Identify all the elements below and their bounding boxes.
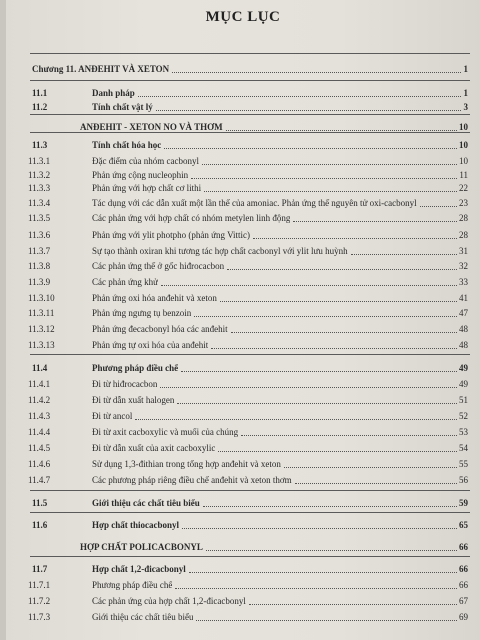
toc-entry-title: Phản ứng ngưng tụ benzoin xyxy=(92,308,192,318)
toc-entry-title: Hợp chất 1,2-đicacbonyl xyxy=(92,564,186,574)
toc-entry-number: 11.3.10 xyxy=(28,293,55,303)
toc-entry-page-number: 51 xyxy=(459,395,468,405)
dot-leader xyxy=(182,528,457,529)
toc-entry xyxy=(6,259,480,274)
dot-leader xyxy=(156,110,461,111)
dot-leader xyxy=(161,285,457,286)
toc-entry xyxy=(6,377,480,392)
toc-entry-number: 11.7 xyxy=(32,564,48,574)
dot-leader xyxy=(284,467,457,468)
dot-leader xyxy=(160,387,457,388)
toc-entry-title: Giới thiệu các chất tiêu biểu xyxy=(92,498,200,508)
dot-leader xyxy=(138,96,461,97)
toc-entry-title: Danh pháp xyxy=(92,88,135,98)
toc-entry-number: 11.3 xyxy=(32,140,48,150)
toc-entry xyxy=(6,100,480,115)
toc-entry-page-number: 67 xyxy=(459,596,468,606)
toc-entry-number: 11.3.8 xyxy=(28,261,51,271)
toc-entry-page-number: 32 xyxy=(459,261,468,271)
document-page xyxy=(6,0,480,640)
toc-entry xyxy=(6,518,480,533)
toc-entry xyxy=(6,457,480,472)
dot-leader xyxy=(189,572,457,573)
toc-entry-number: 11.2 xyxy=(32,102,48,112)
toc-entry-title: Đi từ ancol xyxy=(92,411,133,421)
dot-leader xyxy=(220,301,457,302)
dot-leader xyxy=(226,130,457,131)
toc-entry-number: 11.3.7 xyxy=(28,246,51,256)
toc-entry-title: Tác dụng với các dẫn xuất một lần thế của amoniac. Phản ứng thế nguyên tử oxi-cacbonyl xyxy=(92,198,417,208)
toc-entry-title: Chương 11. ANĐEHIT VÀ XETON xyxy=(32,64,170,74)
toc-entry-number: 11.3.12 xyxy=(28,324,55,334)
toc-entry-number: 11.4.1 xyxy=(28,379,51,389)
toc-entry xyxy=(6,578,480,593)
toc-entry xyxy=(6,181,480,196)
toc-entry-page-number: 10 xyxy=(459,122,468,132)
toc-entry-page-number: 3 xyxy=(463,102,468,112)
toc-entry-number: 11.3.1 xyxy=(28,156,51,166)
dot-leader xyxy=(293,221,457,222)
toc-entry-title: Các phản ứng khử xyxy=(92,277,158,287)
dot-leader xyxy=(202,164,457,165)
toc-entry-title: Các phương pháp riêng điều chế anđehit và xeton thơm xyxy=(92,475,292,485)
toc-entry-number: 11.3.9 xyxy=(28,277,51,287)
toc-entry-title: Phản ứng đecacbonyl hóa các anđehit xyxy=(92,324,228,334)
toc-entry xyxy=(6,473,480,488)
toc-entry xyxy=(6,86,480,101)
toc-entry-title: Phương pháp điều chế xyxy=(92,580,173,590)
toc-entry xyxy=(6,425,480,440)
toc-entry-title: Đi từ axit cacboxylic và muối của chúng xyxy=(92,427,239,437)
toc-entry-title: Phản ứng oxi hóa anđehit và xeton xyxy=(92,293,217,303)
toc-entry xyxy=(6,228,480,243)
toc-entry xyxy=(6,562,480,577)
toc-entry-number: 11.6 xyxy=(32,520,48,530)
toc-entry-title: Các phản ứng của hợp chất 1,2-đicacbonyl xyxy=(92,596,246,606)
dot-leader xyxy=(231,332,457,333)
toc-entry-page-number: 65 xyxy=(459,520,468,530)
toc-entry xyxy=(6,393,480,408)
toc-entry xyxy=(6,610,480,625)
toc-entry-number: 11.4.5 xyxy=(28,443,51,453)
toc-entry-title: Các phản ứng thế ở gốc hiđrocacbon xyxy=(92,261,225,271)
toc-entry-number: 11.3.6 xyxy=(28,230,51,240)
toc-entry-page-number: 48 xyxy=(459,340,468,350)
toc-entry xyxy=(6,594,480,609)
toc-entry-title: Tính chất hóa học xyxy=(92,140,162,150)
toc-entry-number: 11.3.3 xyxy=(28,183,51,193)
toc-entry-page-number: 1 xyxy=(463,64,468,74)
toc-entry-number: 11.4.3 xyxy=(28,411,51,421)
toc-entry xyxy=(6,154,480,169)
toc-entry-title: Phản ứng với hợp chất cơ lithi xyxy=(92,183,202,193)
toc-entry-number: 11.7.2 xyxy=(28,596,51,606)
toc-entry xyxy=(6,211,480,226)
toc-entry-page-number: 69 xyxy=(459,612,468,622)
toc-entry-page-number: 11 xyxy=(459,170,468,180)
toc-entry-number: 11.3.13 xyxy=(28,340,55,350)
toc-entry-page-number: 31 xyxy=(459,246,468,256)
toc-entry-page-number: 49 xyxy=(459,363,468,373)
toc-entry-title: Đi từ dẫn xuất của axit cacboxylic xyxy=(92,443,216,453)
toc-entry xyxy=(6,275,480,290)
toc-entry-page-number: 49 xyxy=(459,379,468,389)
toc-entry-title: HỢP CHẤT POLICACBONYL xyxy=(80,542,203,552)
dot-leader xyxy=(196,620,457,621)
toc-entry-page-number: 54 xyxy=(459,443,468,453)
toc-entry xyxy=(6,62,480,77)
dot-leader xyxy=(172,72,461,73)
toc-entry-page-number: 52 xyxy=(459,411,468,421)
dot-leader xyxy=(181,371,457,372)
toc-entry-title: ANĐEHIT - XETON NO VÀ THƠM xyxy=(80,122,223,132)
toc-entry-page-number: 48 xyxy=(459,324,468,334)
dot-leader xyxy=(175,588,457,589)
toc-entry-page-number: 28 xyxy=(459,213,468,223)
dot-leader xyxy=(206,550,457,551)
toc-entry-number: 11.5 xyxy=(32,498,48,508)
dot-leader xyxy=(177,403,457,404)
toc-entry xyxy=(6,361,480,376)
toc-entry xyxy=(6,306,480,321)
table-divider xyxy=(30,512,470,513)
toc-entry-title: Đi từ dẫn xuất halogen xyxy=(92,395,175,405)
toc-entry-number: 11.4 xyxy=(32,363,48,373)
toc-entry-number: 11.3.2 xyxy=(28,170,51,180)
dot-leader xyxy=(253,238,457,239)
toc-entry-page-number: 66 xyxy=(459,542,468,552)
toc-entry-title: Các phản ứng với hợp chất có nhóm metylen linh động xyxy=(92,213,291,223)
toc-entry-page-number: 10 xyxy=(459,156,468,166)
toc-entry-page-number: 55 xyxy=(459,459,468,469)
dot-leader xyxy=(218,451,457,452)
toc-entry-page-number: 66 xyxy=(459,580,468,590)
table-divider xyxy=(30,354,470,355)
dot-leader xyxy=(249,604,457,605)
toc-entry xyxy=(6,322,480,337)
toc-entry-number: 11.7.1 xyxy=(28,580,51,590)
table-divider xyxy=(30,80,470,81)
toc-entry xyxy=(6,496,480,511)
toc-entry-page-number: 41 xyxy=(459,293,468,303)
toc-entry-title: Sự tạo thành oxiran khi tương tác hợp chất cacbonyl với ylit lưu huỳnh xyxy=(92,246,348,256)
toc-entry-number: 11.1 xyxy=(32,88,48,98)
table-divider xyxy=(30,556,470,557)
toc-entry-title: Đặc điểm của nhóm cacbonyl xyxy=(92,156,199,166)
toc-entry-page-number: 66 xyxy=(459,564,468,574)
page-title: MỤC LỤC xyxy=(205,9,281,25)
toc-entry-number: 11.4.6 xyxy=(28,459,51,469)
toc-entry-title: Phương pháp điều chế xyxy=(92,363,179,373)
toc-entry-page-number: 53 xyxy=(459,427,468,437)
toc-entry-page-number: 22 xyxy=(459,183,468,193)
dot-leader xyxy=(164,148,457,149)
table-divider xyxy=(30,53,470,54)
toc-entry-number: 11.3.5 xyxy=(28,213,51,223)
toc-entry-page-number: 56 xyxy=(459,475,468,485)
toc-entry-number: 11.7.3 xyxy=(28,612,51,622)
dot-leader xyxy=(351,254,457,255)
table-divider xyxy=(30,490,470,491)
toc-entry-page-number: 59 xyxy=(459,498,468,508)
toc-entry-title: Đi từ hiđrocacbon xyxy=(92,379,158,389)
dot-leader xyxy=(194,316,457,317)
toc-entry-title: Sử dụng 1,3-đithian trong tổng hợp anđehit và xeton xyxy=(92,459,281,469)
toc-entry-title: Tính chất vật lý xyxy=(92,102,153,112)
toc-entry-number: 11.3.11 xyxy=(28,308,55,318)
toc-entry-page-number: 28 xyxy=(459,230,468,240)
toc-entry xyxy=(6,540,480,555)
dot-leader xyxy=(420,206,457,207)
toc-entry-title: Hợp chất thiocacbonyl xyxy=(92,520,179,530)
toc-entry xyxy=(6,120,480,135)
toc-entry xyxy=(6,409,480,424)
toc-entry-number: 11.4.2 xyxy=(28,395,51,405)
dot-leader xyxy=(135,419,457,420)
dot-leader xyxy=(241,435,457,436)
dot-leader xyxy=(227,269,457,270)
dot-leader xyxy=(204,191,457,192)
toc-entry-page-number: 10 xyxy=(459,140,468,150)
toc-entry xyxy=(6,244,480,259)
toc-entry-page-number: 23 xyxy=(459,198,468,208)
toc-entry-page-number: 47 xyxy=(459,308,468,318)
toc-entry-title: Phản ứng với ylit photpho (phản ứng Vittic) xyxy=(92,230,251,240)
toc-entry xyxy=(6,291,480,306)
toc-entry xyxy=(6,441,480,456)
toc-entry-title: Phản ứng cộng nucleophin xyxy=(92,170,189,180)
toc-entry xyxy=(6,338,480,353)
toc-entry-title: Phản ứng tự oxi hóa của anđehit xyxy=(92,340,209,350)
dot-leader xyxy=(211,348,457,349)
toc-entry-page-number: 1 xyxy=(463,88,468,98)
toc-entry-title: Giới thiệu các chất tiêu biểu xyxy=(92,612,194,622)
toc-entry xyxy=(6,196,480,211)
dot-leader xyxy=(295,483,457,484)
dot-leader xyxy=(203,506,457,507)
toc-entry-page-number: 33 xyxy=(459,277,468,287)
dot-leader xyxy=(191,178,457,179)
toc-entry-number: 11.4.7 xyxy=(28,475,51,485)
toc-entry-number: 11.4.4 xyxy=(28,427,51,437)
toc-entry-number: 11.3.4 xyxy=(28,198,51,208)
toc-entry xyxy=(6,138,480,153)
